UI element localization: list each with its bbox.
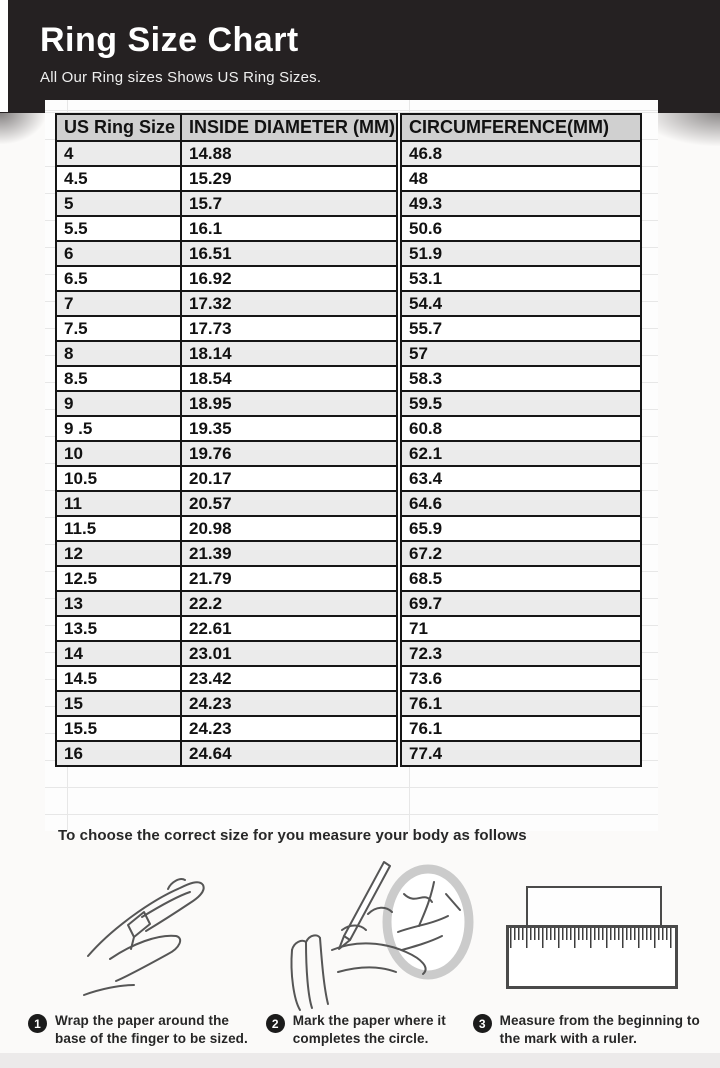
table-row [56,391,641,416]
table-cell: 6.5 [56,266,181,291]
table-cell: 18.95 [181,391,399,416]
paper-strip-icon [526,886,662,927]
table-cell: 24.23 [181,716,399,741]
table-row [56,641,641,666]
table-cell: 72.3 [399,641,641,666]
column-header-us-ring-size: US Ring Size [56,114,181,141]
table-row [56,341,641,366]
table-row [56,616,641,641]
table-cell: 51.9 [399,241,641,266]
table-cell: 55.7 [399,316,641,341]
page-title: Ring Size Chart [40,21,299,59]
table-row [56,241,641,266]
table-cell: 63.4 [399,466,641,491]
table-cell: 8 [56,341,181,366]
table-cell: 20.17 [181,466,399,491]
table-row [56,491,641,516]
table-cell: 54.4 [399,291,641,316]
ruler-illustration [506,878,680,1010]
table-cell: 62.1 [399,441,641,466]
hand-with-paper-strip-illustration [72,862,242,1008]
table-cell: 16.1 [181,216,399,241]
hand-marking-with-pen-illustration [272,854,482,1012]
table-cell: 18.54 [181,366,399,391]
table-cell: 19.76 [181,441,399,466]
table-row [56,466,641,491]
table-cell: 22.61 [181,616,399,641]
table-cell: 9 .5 [56,416,181,441]
table-cell: 16 [56,741,181,766]
table-cell: 7 [56,291,181,316]
table-cell: 5 [56,191,181,216]
table-cell: 9 [56,391,181,416]
table-row [56,216,641,241]
table-cell: 20.57 [181,491,399,516]
table-row [56,566,641,591]
table-cell: 48 [399,166,641,191]
table-row [56,541,641,566]
table-row [56,291,641,316]
table-cell: 17.73 [181,316,399,341]
table-cell: 8.5 [56,366,181,391]
table-cell: 12 [56,541,181,566]
table-cell: 14 [56,641,181,666]
table-cell: 21.79 [181,566,399,591]
table-cell: 18.14 [181,341,399,366]
table-cell: 13 [56,591,181,616]
table-row [56,716,641,741]
table-cell: 65.9 [399,516,641,541]
table-cell: 73.6 [399,666,641,691]
table-cell: 14.88 [181,141,399,166]
step-1 [28,1012,252,1047]
table-cell: 68.5 [399,566,641,591]
step-2-text: Mark the paper where it completes the circle. [292,1013,446,1046]
table-row [56,316,641,341]
table-cell: 15 [56,691,181,716]
table-cell: 46.8 [399,141,641,166]
table-row [56,416,641,441]
table-cell: 21.39 [181,541,399,566]
header-banner [0,0,720,113]
step-3-text: Measure from the beginning to the mark with a ruler. [499,1013,700,1046]
table-row [56,266,641,291]
table-cell: 49.3 [399,191,641,216]
step-2 [266,1012,459,1047]
spreadsheet-area [45,100,658,831]
step-1-text: Wrap the paper around the base of the finger to be sized. [55,1013,248,1046]
table-cell: 53.1 [399,266,641,291]
table-row [56,191,641,216]
table-cell: 15.29 [181,166,399,191]
table-cell: 58.3 [399,366,641,391]
table-cell: 50.6 [399,216,641,241]
table-cell: 59.5 [399,391,641,416]
table-cell: 24.23 [181,691,399,716]
table-cell: 76.1 [399,716,641,741]
table-cell: 60.8 [399,416,641,441]
table-cell: 57 [399,341,641,366]
table-cell: 15.5 [56,716,181,741]
measure-instructions-heading: To choose the correct size for you measure your body as follows [58,827,527,844]
table-row [56,366,641,391]
table-cell: 13.5 [56,616,181,641]
step-3-number-badge: 3 [473,1014,492,1033]
table-row [56,516,641,541]
ring-size-table [55,113,642,767]
table-cell: 67.2 [399,541,641,566]
table-cell: 17.32 [181,291,399,316]
ring-size-table-body [56,141,641,766]
column-header-circumference: CIRCUMFERENCE(MM) [399,114,641,141]
ruler-minor-ticks [510,928,674,940]
table-cell: 16.92 [181,266,399,291]
table-cell: 5.5 [56,216,181,241]
table-cell: 22.2 [181,591,399,616]
table-row [56,166,641,191]
table-cell: 11.5 [56,516,181,541]
table-cell: 10.5 [56,466,181,491]
table-cell: 69.7 [399,591,641,616]
table-row [56,441,641,466]
table-row [56,591,641,616]
table-cell: 4 [56,141,181,166]
step-1-number-badge: 1 [28,1014,47,1033]
table-row [56,741,641,766]
step-3 [473,1012,708,1047]
footer-strip [0,1053,720,1068]
table-cell: 23.01 [181,641,399,666]
table-cell: 15.7 [181,191,399,216]
table-row [56,691,641,716]
table-cell: 16.51 [181,241,399,266]
table-cell: 20.98 [181,516,399,541]
table-cell: 14.5 [56,666,181,691]
table-cell: 11 [56,491,181,516]
hand-with-paper-strip-icon [72,862,242,1008]
table-cell: 71 [399,616,641,641]
ruler-icon [506,925,678,989]
banner-shadow-left [0,112,46,144]
table-header-row [56,114,641,141]
table-cell: 7.5 [56,316,181,341]
page-subtitle: All Our Ring sizes Shows US Ring Sizes. [40,69,322,86]
table-cell: 76.1 [399,691,641,716]
step-2-number-badge: 2 [266,1014,285,1033]
hand-marking-with-pen-icon [272,854,482,1012]
left-edge-strip [0,0,8,112]
table-row [56,666,641,691]
table-cell: 24.64 [181,741,399,766]
column-header-inside-diameter: INSIDE DIAMETER (MM) [181,114,399,141]
table-row [56,141,641,166]
table-cell: 77.4 [399,741,641,766]
table-cell: 64.6 [399,491,641,516]
table-cell: 19.35 [181,416,399,441]
table-cell: 23.42 [181,666,399,691]
measure-steps [28,1012,708,1047]
table-cell: 6 [56,241,181,266]
table-cell: 4.5 [56,166,181,191]
table-cell: 12.5 [56,566,181,591]
table-cell: 10 [56,441,181,466]
